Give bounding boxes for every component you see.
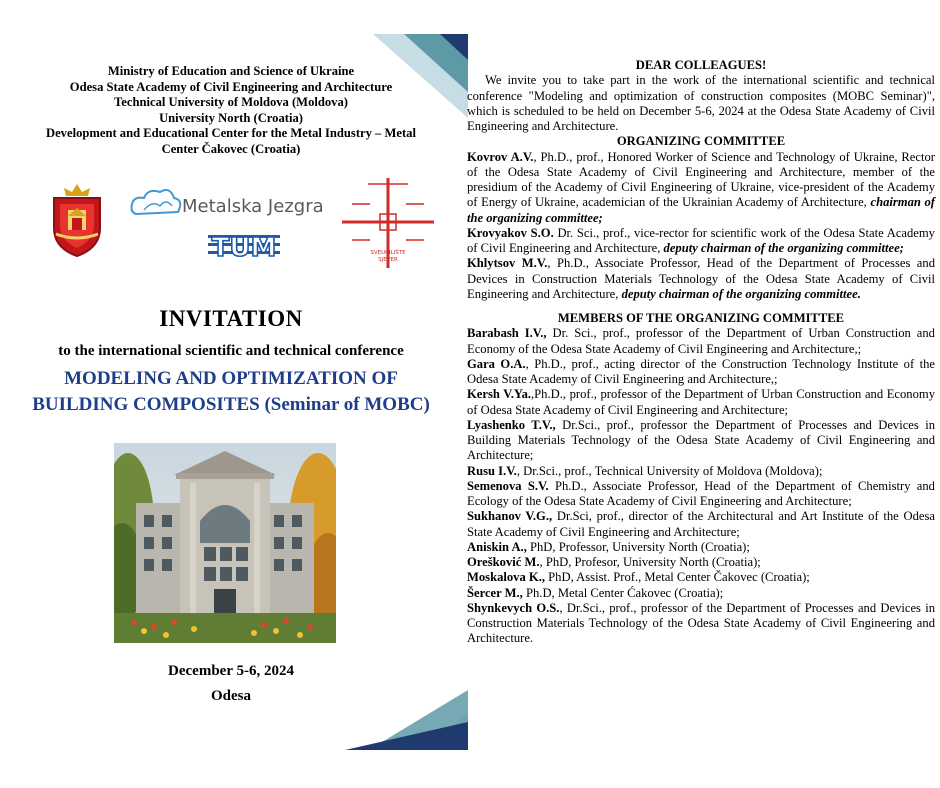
member-details: Dr.Sci., prof., professor the Department of Processes and Devices in Building Materials Technology of the Odesa State Academy of Civil Engineering and Architecture; (467, 417, 936, 463)
technical-university-moldova-logo (208, 229, 280, 261)
university-north-logo (340, 174, 436, 270)
invitation-subtitle: to the international scientific and technical conference (58, 343, 404, 359)
member-details: , Dr.Sci., prof., Technical University of Moldova (Moldova); (516, 463, 823, 478)
header-line: Technical University of Moldova (Moldova) (114, 95, 348, 110)
member-name: Barabash I.V., (467, 326, 547, 341)
member-entry (467, 357, 935, 388)
greeting-heading: DEAR COLLEAGUES! (635, 58, 767, 72)
north-sub-text: SJEVER (378, 257, 398, 263)
header-line: University North (Croatia) (159, 110, 303, 125)
organizer-role: deputy chairman of the organizing committee. (621, 286, 861, 301)
member-name: Aniskin A., (467, 539, 527, 554)
member-details: Ph.D., Associate Professor, Head of the Department of Chemistry and Ecology of the Odesa State Academy of Civil Engineering and Architecture; (467, 478, 935, 508)
invitation-title: INVITATION (159, 306, 303, 331)
metalska-jezgra-logo (130, 184, 342, 224)
header-line: Odesa State Academy of Civil Engineering and Architecture (69, 79, 393, 94)
academy-building-photo (114, 443, 336, 643)
member-details: Ph.D, Metal Center Ćakovec (Croatia); (522, 585, 724, 600)
member-entry (467, 586, 935, 601)
conference-title (0, 366, 462, 418)
members-heading: MEMBERS OF THE ORGANIZING COMMITTEE (557, 311, 845, 325)
intro-paragraph: We invite you to take part in the work of the international scientific and technical conference "Modeling and optimization of construction composites (MOBC Seminar)", which is scheduled to be held on December 5-6, 2024 at the Odesa State Academy of Civil Engineering and Architecture. (467, 73, 935, 133)
organizer-name: Kovrov A.V. (467, 149, 534, 164)
member-entry (467, 555, 935, 570)
organizer-details: , Ph.D., prof., Honored Worker of Science and Technology of Ukraine, Rector of the Odesa State Academy of Civil Engineering and Architecture, member of the presidium of the Academy of Civil Engineering of Ukraine, vice-president of the Academy of Energy of Ukraine, academician of the Ukrainian Academy of Architecture, (467, 149, 935, 210)
member-name: Gara O.A. (467, 356, 526, 371)
member-entry (467, 601, 935, 647)
conference-title-line: BUILDING COMPOSITES (Seminar of MOBC) (32, 394, 430, 415)
header-line: Center Čakovec (Croatia) (161, 141, 301, 156)
organizer-details: Dr. Sci., prof., vice-rector for scientific work of the Odesa State Academy of Civil Engineering and Architecture, (467, 225, 935, 255)
organizer-details: , Ph.D., Associate Professor, Head of the Department of Processes and Devices in Construction Materials Technology of the Odesa State Academy of Civil Engineering and Architecture, (467, 256, 935, 301)
header-line: Development and Educational Center for the Metal Industry – Metal (46, 126, 416, 141)
member-name: Sukhanov V.G., (467, 509, 553, 524)
member-details: , PhD, Profesor, University North (Croatia); (539, 555, 761, 569)
member-entry (467, 326, 935, 357)
organizer-role: chairman of the organizing committee; (467, 195, 936, 225)
north-top-text: SVEUČILIŠTE (370, 250, 406, 256)
member-entry (467, 387, 935, 418)
tum-text: TUM (211, 233, 277, 261)
metalska-jezgra-text: Metalska Jezgra (182, 196, 324, 217)
member-entry (467, 418, 935, 464)
conference-city: Odesa (210, 688, 251, 704)
institutions-header (0, 64, 462, 158)
right-column (467, 58, 935, 647)
member-entry (467, 540, 935, 555)
member-details: ,Ph.D., prof., professor of the Department of Urban Construction and Economy of Odesa State Academy of Civil Engineering and Architecture; (467, 387, 935, 417)
member-details: , Ph.D., prof., acting director of the Construction Technology Institute of the Odesa State Academy of Civil Engineering and Architecture,; (467, 356, 935, 386)
member-name: Moskalova K., (467, 570, 546, 585)
conference-date: December 5-6, 2024 (168, 663, 294, 679)
member-entry (467, 479, 935, 510)
organizer-name: Krovyakov S.O. (467, 225, 554, 240)
member-details: , Dr.Sci., prof., professor of the Department of Processes and Devices in Construction Materials Technology of the Odesa State Academy of Civil Engineering and Architecture. (467, 600, 936, 646)
member-entry (467, 570, 935, 585)
organizer-name: Khlytsov M.V. (467, 256, 548, 271)
member-name: Šercer M., (467, 585, 523, 600)
organizer-entry (467, 226, 935, 257)
member-entry (467, 509, 935, 540)
member-details: Dr. Sci., prof., professor of the Department of Urban Construction and Economy of the Odesa State Academy of Civil Engineering and Architecture,; (467, 326, 935, 356)
member-details: PhD, Professor, University North (Croatia); (526, 539, 750, 554)
organizer-entry (467, 256, 935, 302)
member-name: Orešković M. (467, 555, 540, 569)
member-name: Rusu I.V. (467, 463, 517, 478)
organizing-committee-heading: ORGANIZING COMMITTEE (616, 134, 786, 149)
left-column (0, 0, 468, 788)
member-details: Dr.Sci, prof., director of the Architectural and Art Institute of the Odesa State Academy of Civil Engineering and Architecture; (467, 509, 935, 539)
organizer-entry (467, 150, 935, 226)
organizer-role: deputy chairman of the organizing committee; (663, 241, 904, 255)
member-details: PhD, Assist. Prof., Metal Center Čakovec (Croatia); (545, 570, 810, 585)
member-name: Shynkevych O.S. (467, 600, 560, 615)
member-name: Kersh V.Ya. (467, 387, 532, 402)
member-name: Semenova S.V. (467, 478, 549, 493)
conference-title-line: MODELING AND OPTIMIZATION OF (64, 368, 398, 389)
member-entry (467, 464, 935, 479)
header-line: Ministry of Education and Science of Ukraine (107, 64, 355, 78)
academy-crest-logo (46, 182, 108, 258)
member-name: Lyashenko T.V., (467, 417, 556, 432)
